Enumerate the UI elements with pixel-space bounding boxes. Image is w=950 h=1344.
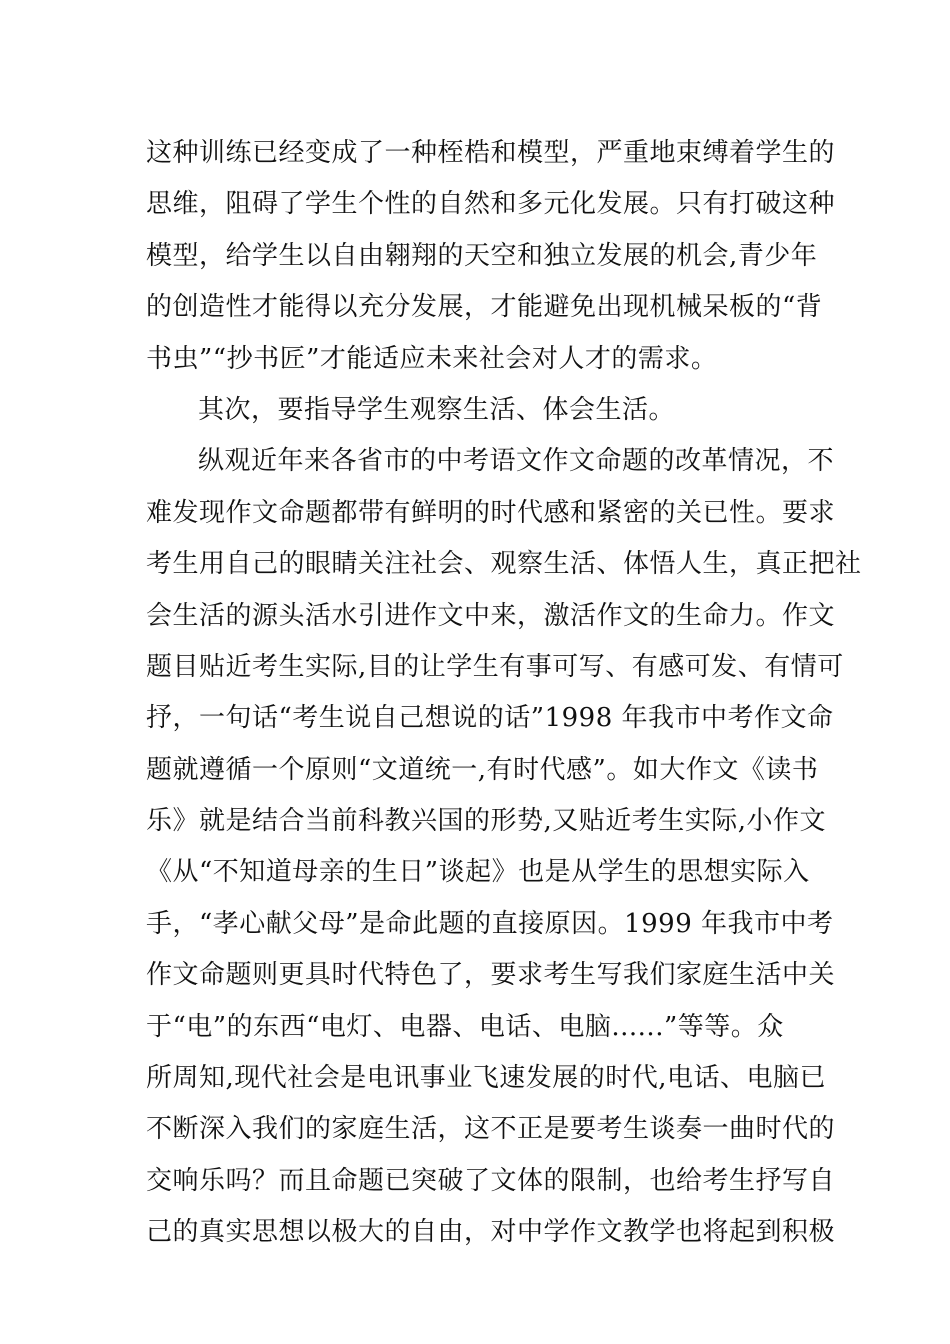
text-line: 会生活的源头活水引进作文中来，激活作文的生命力。作文: [146, 600, 836, 631]
text-line: 的创造性才能得以充分发展，才能避免出现机械呆板的“背: [146, 292, 823, 323]
text-line: 模型，给学生以自由翱翔的天空和独立发展的机会,青少年: [146, 240, 818, 271]
text-line: 难发现作文命题都带有鲜明的时代感和紧密的关已性。要求: [146, 497, 836, 528]
text-line: 不断深入我们的家庭生活，这不正是要考生谈奏一曲时代的: [146, 1114, 836, 1145]
text-line: 《从“不知道母亲的生日”谈起》也是从学生的思想实际入: [146, 857, 810, 888]
text-line: 交响乐吗？而且命题已突破了文体的限制，也给考生抒写自: [146, 1165, 836, 1196]
text-line: 手，“孝心献父母”是命此题的直接原因。1999 年我市中考: [146, 908, 834, 939]
text-line: 纵观近年来各省市的中考语文作文命题的改革情况，不: [198, 446, 835, 477]
body-text: [146, 128, 862, 1259]
text-line: 题目贴近考生实际,目的让学生有事可写、有感可发、有情可: [146, 651, 844, 682]
text-line: 思维，阻碍了学生个性的自然和多元化发展。只有打破这种: [146, 189, 836, 220]
text-line: 己的真实思想以极大的自由，对中学作文教学也将起到积极: [146, 1217, 836, 1248]
text-line: 所周知,现代社会是电讯事业飞速发展的时代,电话、电脑已: [146, 1063, 827, 1094]
text-line: 于“电”的东西“电灯、电器、电话、电脑......”等等。众: [146, 1011, 784, 1042]
text-line: 乐》就是结合当前科教兴国的形势,又贴近考生实际,小作文: [146, 806, 827, 837]
text-line: 书虫”“抄书匠”才能适应未来社会对人才的需求。: [146, 343, 718, 374]
text-line: 题就遵循一个原则“文道统一,有时代感”。如大作文《读书: [146, 754, 819, 785]
text-line: 这种训练已经变成了一种桎梏和模型，严重地束缚着学生的: [146, 138, 836, 168]
text-line: 考生用自己的眼睛关注社会、观察生活、体悟人生，真正把社: [146, 549, 862, 580]
text-line: 作文命题则更具时代特色了，要求考生写我们家庭生活中关: [146, 960, 836, 991]
text-line: 抒，一句话“考生说自己想说的话”1998 年我市中考作文命: [146, 703, 834, 734]
text-line: 其次，要指导学生观察生活、体会生活。: [198, 394, 676, 425]
